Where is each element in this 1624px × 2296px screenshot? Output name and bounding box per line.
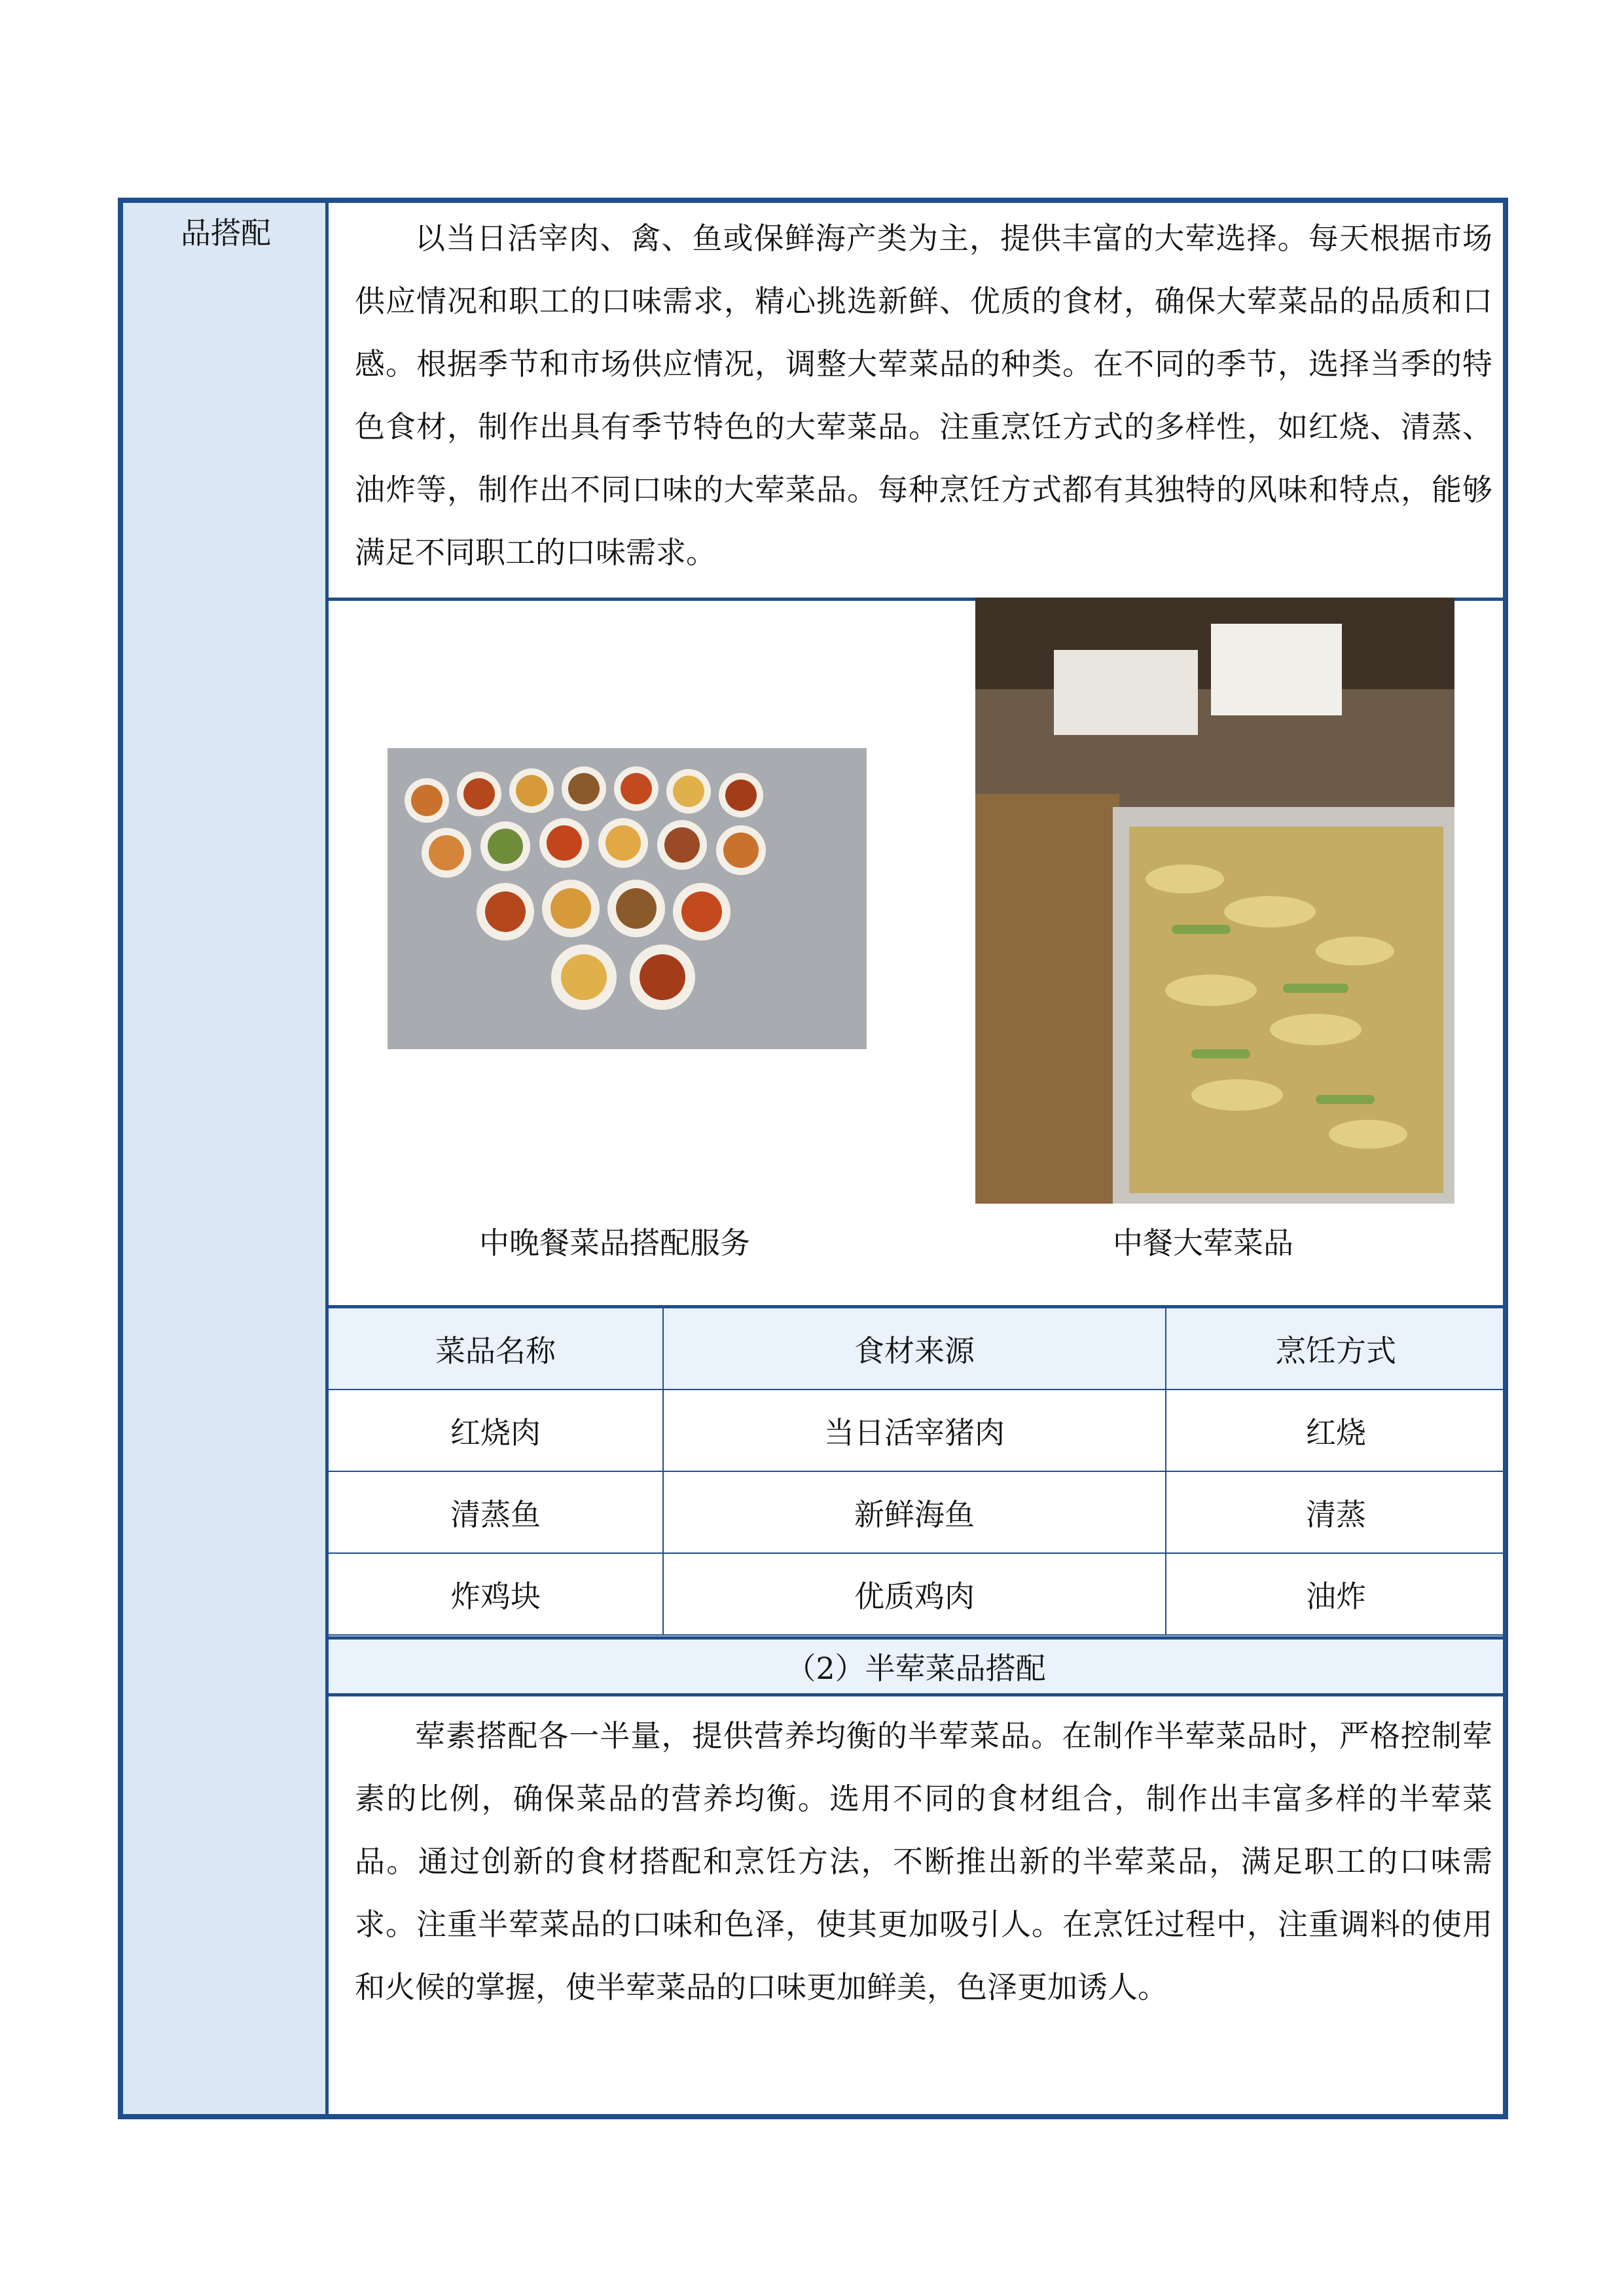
- photo-section: [329, 598, 1503, 1261]
- table-row: [329, 1472, 1503, 1554]
- document-table-frame: [118, 198, 1508, 2119]
- column-header: 菜品名称: [329, 1308, 664, 1389]
- table-row: [329, 1554, 1503, 1636]
- table-cell: 清蒸鱼: [329, 1472, 664, 1552]
- section-paragraph: 荤素搭配各一半量，提供营养均衡的半荤菜品。在制作半荤菜品时，严格控制荤素的比例，确保菜品的营养均衡。选用不同的食材组合，制作出丰富多样的半荤菜品。通过创新的食材搭配和烹饪方法，不断推出新的半荤菜品，满足职工的口味需求。注重半荤菜品的口味和色泽，使其更加吸引人。在烹饪过程中，注重调料的使用和火候的掌握，使半荤菜品的口味更加鲜美，色泽更加诱人。: [355, 1718, 1492, 2005]
- intro-paragraph: 以当日活宰肉、禽、鱼或保鲜海产类为主，提供丰富的大荤选择。每天根据市场供应情况和职工的口味需求，精心挑选新鲜、优质的食材，确保大荤菜品的品质和口感。根据季节和市场供应情况，调整大荤菜品的种类。在不同的季节，选择当季的特色食材，制作出具有季节特色的大荤菜品。注重烹饪方式的多样性，如红烧、清蒸、油炸等，制作出不同口味的大荤菜品。每种烹饪方式都有其独特的风味和特点，能够满足不同职工的口味需求。: [355, 221, 1492, 570]
- column-header: 烹饪方式: [1276, 1333, 1396, 1369]
- section-title: （2）半荤菜品搭配: [329, 1636, 1503, 1696]
- category-column: [123, 203, 329, 2114]
- meal-service-photo: [388, 748, 867, 1049]
- table-cell: 红烧肉: [329, 1390, 664, 1471]
- main-dish-photo: [975, 598, 1454, 1204]
- table-cell: 油炸: [1306, 1578, 1366, 1614]
- table-cell: 清蒸: [1306, 1496, 1366, 1532]
- table-cell: 炸鸡块: [329, 1554, 664, 1634]
- tray-illustration: [975, 598, 1454, 1204]
- table-header-row: [329, 1308, 1503, 1390]
- column-header: 食材来源: [664, 1308, 1166, 1389]
- table-cell: 当日活宰猪肉: [664, 1390, 1166, 1471]
- photo-caption-1: 中晚餐菜品搭配服务: [479, 1225, 750, 1261]
- category-label: 品搭配: [181, 215, 271, 251]
- table-cell: 红烧: [1306, 1414, 1366, 1450]
- table-row: [329, 1390, 1503, 1472]
- photo-caption-2: 中餐大荤菜品: [1113, 1225, 1293, 1261]
- table-cell: 新鲜海鱼: [664, 1472, 1166, 1552]
- table-cell: 优质鸡肉: [664, 1554, 1166, 1634]
- content-column: [329, 203, 1503, 2114]
- dish-table: [329, 1305, 1503, 1636]
- bowls-illustration: [388, 748, 867, 1049]
